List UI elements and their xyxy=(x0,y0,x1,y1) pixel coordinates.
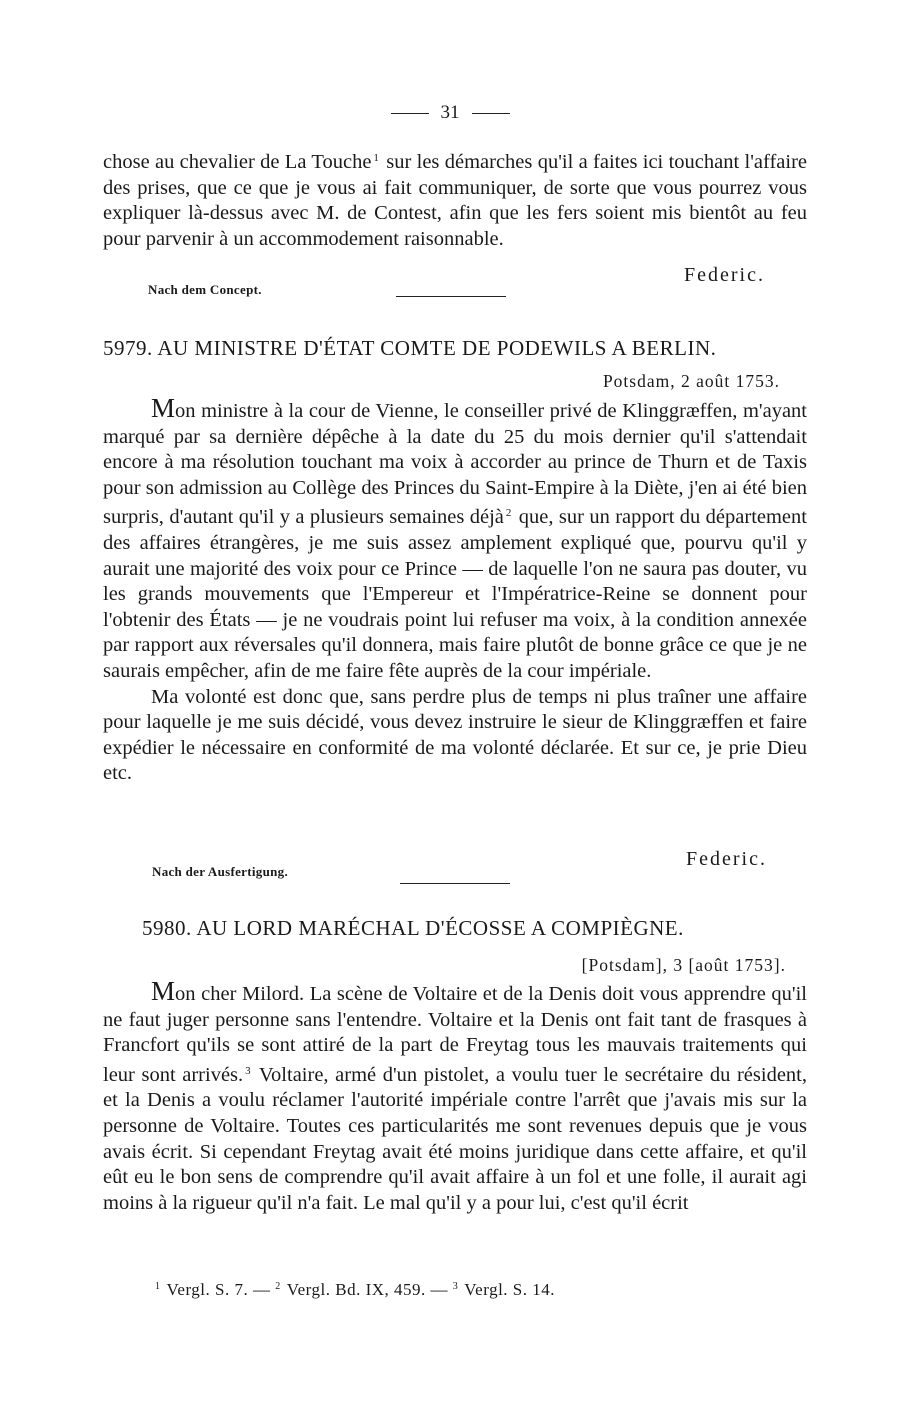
letter-5979-p1-text-2: que, sur un rapport du département des affaires étrangères, je me suis assez amplement expliqué que, pourvu qu'il y aurait une majorité des voix pour ce Prince — de laquelle l'on ne saura pas douter, vu les grands mouvements que l'Empereur et l'Impératrice-Reine se donnent pour l'obtenir des États — je ne voudrais point lui refuser ma voix, à la condition annexée par rapport aux réversales qu'il donnera, mais faire plutôt de bonne grâce ce que je ne saurais empêcher, afin de me faire fête auprès de la cour impériale. xyxy=(103,506,807,682)
footnote-text-2: Vergl. Bd. IX, 459. xyxy=(286,1280,426,1299)
footnote-text-1: Vergl. S. 7. xyxy=(166,1280,249,1299)
header-rule-left xyxy=(391,113,429,114)
footnote-separator: — xyxy=(425,1280,453,1299)
signature-2: Federic. xyxy=(686,848,767,870)
footnote-ref-2: 2 xyxy=(505,507,512,520)
source-note-2: Nach der Ausfertigung. xyxy=(152,864,289,879)
letter-5980-initial: M xyxy=(151,976,176,1006)
carryover-text-1: chose au chevalier de La Touche xyxy=(103,151,372,173)
letter-5979-p1-text-1: on ministre à la cour de Vienne, le conseiller privé de Klinggræffen, m'ayant marqué par sa dernière dépêche à la date du 25 du mois dernier qu'il s'attendait encore à ma résolution touchant ma voix à accorder au prince de Thurn et de Taxis pour son admission au Collège des Princes du Saint-Empire à la Diète, j'en ai été bien surpris, d'autant qu'il y a plusieurs semaines déjà xyxy=(103,400,807,529)
footnote-text-3: Vergl. S. 14. xyxy=(464,1280,556,1299)
section-divider-1 xyxy=(396,296,506,297)
footnote-separator: — xyxy=(248,1280,276,1299)
footnote-mark-3: 3 xyxy=(452,1281,459,1292)
carryover-text-2: sur les démarches qu'il a faites ici touchant l'affaire des prises, que ce que je vous ai fait communiquer, de sorte que vous pourrez vous expliquer là-dessus avec M. de Contest, afin que les fers soient mis bientôt au feu pour parvenir à un accommodement raisonnable. xyxy=(103,151,807,250)
letter-5980-heading: 5980. AU LORD MARÉCHAL D'ÉCOSSE A COMPIÈGNE. xyxy=(142,916,684,940)
header-rule-right xyxy=(472,113,510,114)
section-divider-2 xyxy=(400,883,510,884)
source-note-1: Nach dem Concept. xyxy=(148,282,262,297)
letter-5980-p1-text-2: Voltaire, armé d'un pistolet, a voulu tuer le secrétaire du résident, et la Denis a voulu réclamer l'autorité impériale contre l'arrêt que j'avais mis sur la personne de Voltaire. Toutes ces particularités me sont revenues depuis que je vous avais écrit. Si cependant Freytag avait été moins juridique dans cette affaire, et qu'il eût eu le bon sens de comprendre qu'il avait affaire à un fol et une folle, il aurait agi moins à la rigueur qu'il n'a fait. Le mal qu'il y a pour lui, c'est qu'il écrit xyxy=(103,1063,807,1214)
footnote-mark-2: 2 xyxy=(275,1281,281,1292)
footnote-ref-3: 3 xyxy=(245,1064,251,1077)
page-header xyxy=(0,102,900,124)
page-number: 31 xyxy=(440,102,460,123)
footnote-mark-1: 1 xyxy=(155,1281,161,1292)
letter-5979-heading: 5979. AU MINISTRE D'ÉTAT COMTE DE PODEWILS A BERLIN. xyxy=(103,336,717,360)
letter-5980-p1-text-1: on cher Milord. La scène de Voltaire et de la Denis doit vous apprendre qu'il ne faut juger personne sans l'entendre. Voltaire et la Denis ont fait tant de frasques à Francfort qu'ils se sont attiré de la part de Freytag tous les mauvais traitements qui leur sont arrivés. xyxy=(103,983,807,1086)
letter-5979-p2: Ma volonté est donc que, sans perdre plus de temps ni plus traîner une affaire pour laquelle je me suis décidé, vous devez instruire le sieur de Klinggræffen et faire expédier le nécessaire en conformité de ma volonté déclarée. Et sur ce, je prie Dieu etc. xyxy=(103,685,807,785)
signature-1: Federic. xyxy=(684,264,765,286)
carryover-paragraph xyxy=(103,146,807,252)
letter-5979-dateline: Potsdam, 2 août 1753. xyxy=(602,371,780,391)
footnotes xyxy=(155,1280,555,1300)
letter-5980-dateline: [Potsdam], 3 [août 1753]. xyxy=(581,955,786,975)
letter-5979-initial: M xyxy=(151,393,176,423)
footnote-ref-1: 1 xyxy=(373,152,379,164)
letter-5979-body xyxy=(103,393,807,787)
letter-5980-body xyxy=(103,976,807,1216)
